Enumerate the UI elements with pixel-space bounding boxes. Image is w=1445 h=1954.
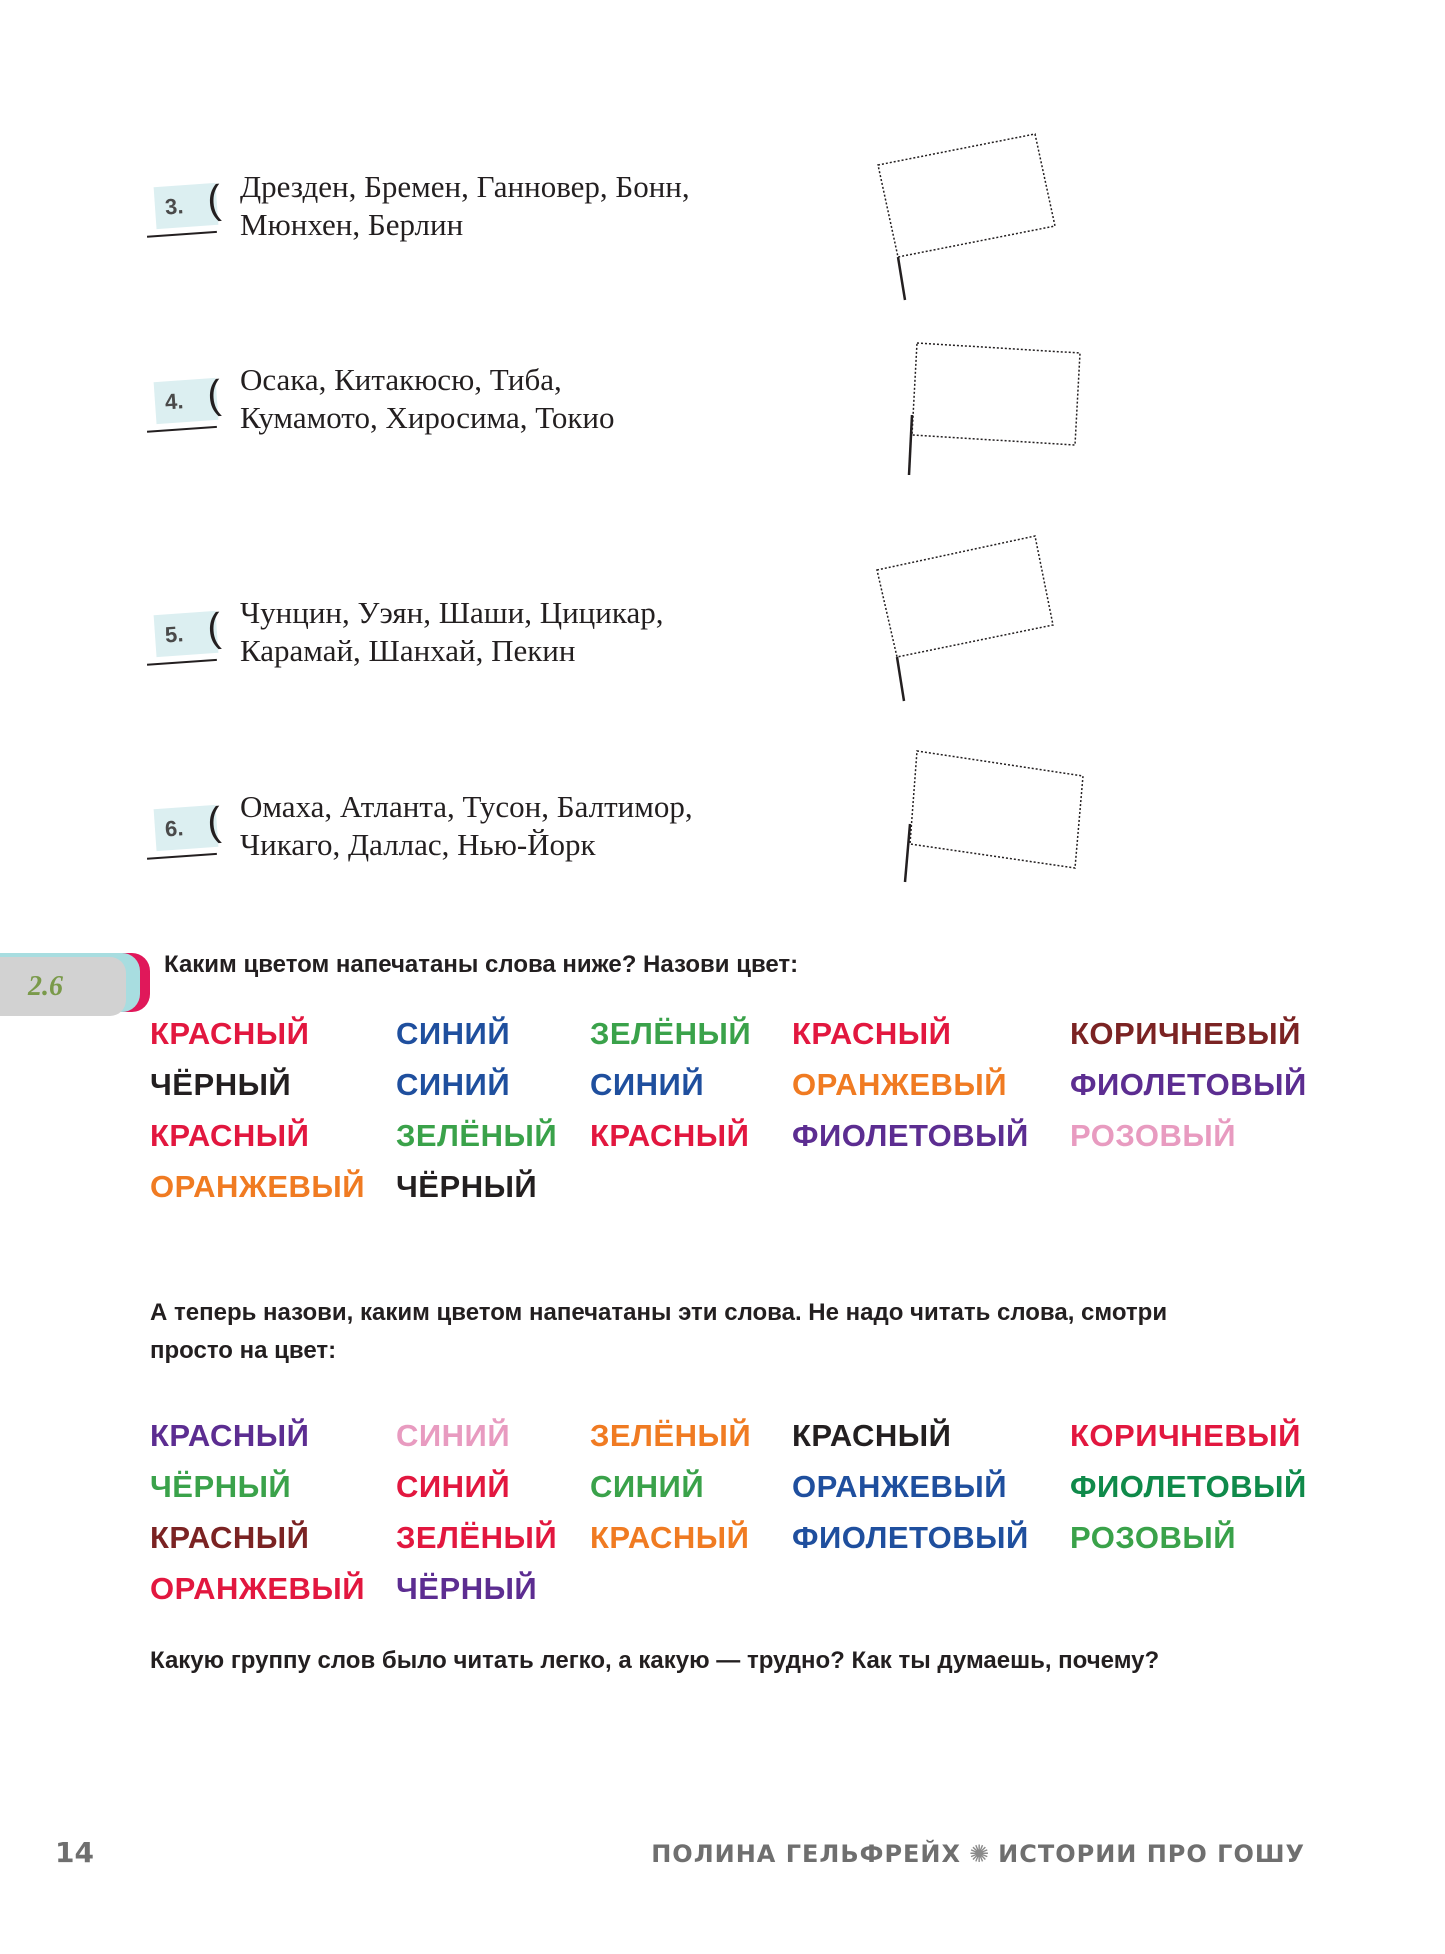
color-word: РОЗОВЫЙ [1070,1118,1237,1153]
color-word: ОРАНЖЕВЫЙ [150,1571,366,1606]
question-2-line-1: А теперь назови, каким цветом напечатаны эти слова. Не надо читать слова, смотри [150,1299,1168,1326]
color-word: ФИОЛЕТОВЫЙ [1070,1469,1307,1504]
blank-flag-icon[interactable] [895,335,1095,485]
task-number: 6. [164,815,185,842]
task-number-tab [154,799,223,851]
underline [147,853,217,860]
question-1: Каким цветом напечатаны слова ниже? Назови цвет: [164,951,799,978]
task-number: 3. [164,193,185,220]
question-2-line-2: просто на цвет: [150,1337,337,1364]
question-3: Какую группу слов было читать легко, а какую — трудно? Как ты думаешь, почему? [150,1647,1160,1674]
color-word: КРАСНЫЙ [590,1520,750,1555]
color-word: ЧЁРНЫЙ [150,1469,292,1504]
color-word: СИНИЙ [590,1067,705,1102]
color-word: КРАСНЫЙ [590,1118,750,1153]
color-word: СИНИЙ [396,1016,511,1051]
paren-icon: ( [205,799,223,845]
question-2 [150,1294,1330,1370]
color-word: ОРАНЖЕВЫЙ [150,1169,366,1204]
color-word: КРАСНЫЙ [150,1016,310,1051]
color-word: ЧЁРНЫЙ [150,1067,292,1102]
color-word: КРАСНЫЙ [150,1520,310,1555]
task-6 [0,782,1445,942]
paren-icon: ( [205,372,223,418]
color-word: ОРАНЖЕВЫЙ [792,1469,1008,1504]
color-word: ЗЕЛЁНЫЙ [590,1016,752,1051]
color-word: ЗЕЛЁНЫЙ [590,1418,752,1453]
city-line-2: Карамай, Шанхай, Пекин [240,633,576,668]
city-list [240,788,693,864]
paren-icon: ( [205,177,223,223]
color-word: КОРИЧНЕВЫЙ [1070,1016,1301,1051]
color-word: РОЗОВЫЙ [1070,1520,1237,1555]
running-footer [651,1840,1305,1868]
color-word: КРАСНЫЙ [150,1418,310,1453]
color-word: СИНИЙ [590,1469,705,1504]
task-4 [0,355,1445,515]
color-word: СИНИЙ [396,1469,511,1504]
underline [147,231,217,238]
city-line-2: Мюнхен, Берлин [240,207,464,242]
author-name: ПОЛИНА ГЕЛЬФРЕЙХ [651,1840,962,1868]
city-line-2: Чикаго, Даллас, Нью-Йорк [240,827,596,862]
city-list [240,594,663,670]
task-number-tab [154,605,223,657]
blank-flag-icon[interactable] [895,744,1095,894]
task-number-tab [154,177,223,229]
ornament-icon: ✺ [969,1840,991,1868]
color-word: ОРАНЖЕВЫЙ [792,1067,1008,1102]
city-line-1: Чунцин, Уэян, Шаши, Цицикар, [240,595,664,630]
task-5 [0,588,1445,748]
underline [147,426,217,433]
blank-flag-icon[interactable] [860,130,1070,310]
city-line-1: Омаха, Атланта, Тусон, Балтимор, [240,789,693,824]
section-number: 2.6 [28,971,63,1002]
color-word: ФИОЛЕТОВЫЙ [1070,1067,1307,1102]
color-word: КРАСНЫЙ [792,1016,952,1051]
color-word: ФИОЛЕТОВЫЙ [792,1118,1029,1153]
underline [147,659,217,666]
color-word: ЧЁРНЫЙ [396,1169,538,1204]
color-word: СИНИЙ [396,1418,511,1453]
color-word: КОРИЧНЕВЫЙ [1070,1418,1301,1453]
city-list [240,361,614,437]
color-word: СИНИЙ [396,1067,511,1102]
page-number: 14 [55,1836,94,1869]
color-word: КРАСНЫЙ [792,1418,952,1453]
task-3 [0,160,1445,320]
color-word: ЗЕЛЁНЫЙ [396,1520,558,1555]
city-line-2: Кумамото, Хиросима, Токио [240,400,615,435]
color-word: ЧЁРНЫЙ [396,1571,538,1606]
task-number: 5. [164,621,185,648]
blank-flag-icon[interactable] [860,533,1070,713]
color-word: ЗЕЛЁНЫЙ [396,1118,558,1153]
task-number-tab [154,372,223,424]
book-title: ИСТОРИИ ПРО ГОШУ [998,1840,1305,1868]
city-line-1: Дрезден, Бремен, Ганновер, Бонн, [240,169,690,204]
color-word: КРАСНЫЙ [150,1118,310,1153]
color-word: ФИОЛЕТОВЫЙ [792,1520,1029,1555]
section-number-tab [0,957,126,1016]
paren-icon: ( [205,605,223,651]
task-number: 4. [164,388,185,415]
city-line-1: Осака, Китакюсю, Тиба, [240,362,562,397]
city-list [240,168,690,244]
